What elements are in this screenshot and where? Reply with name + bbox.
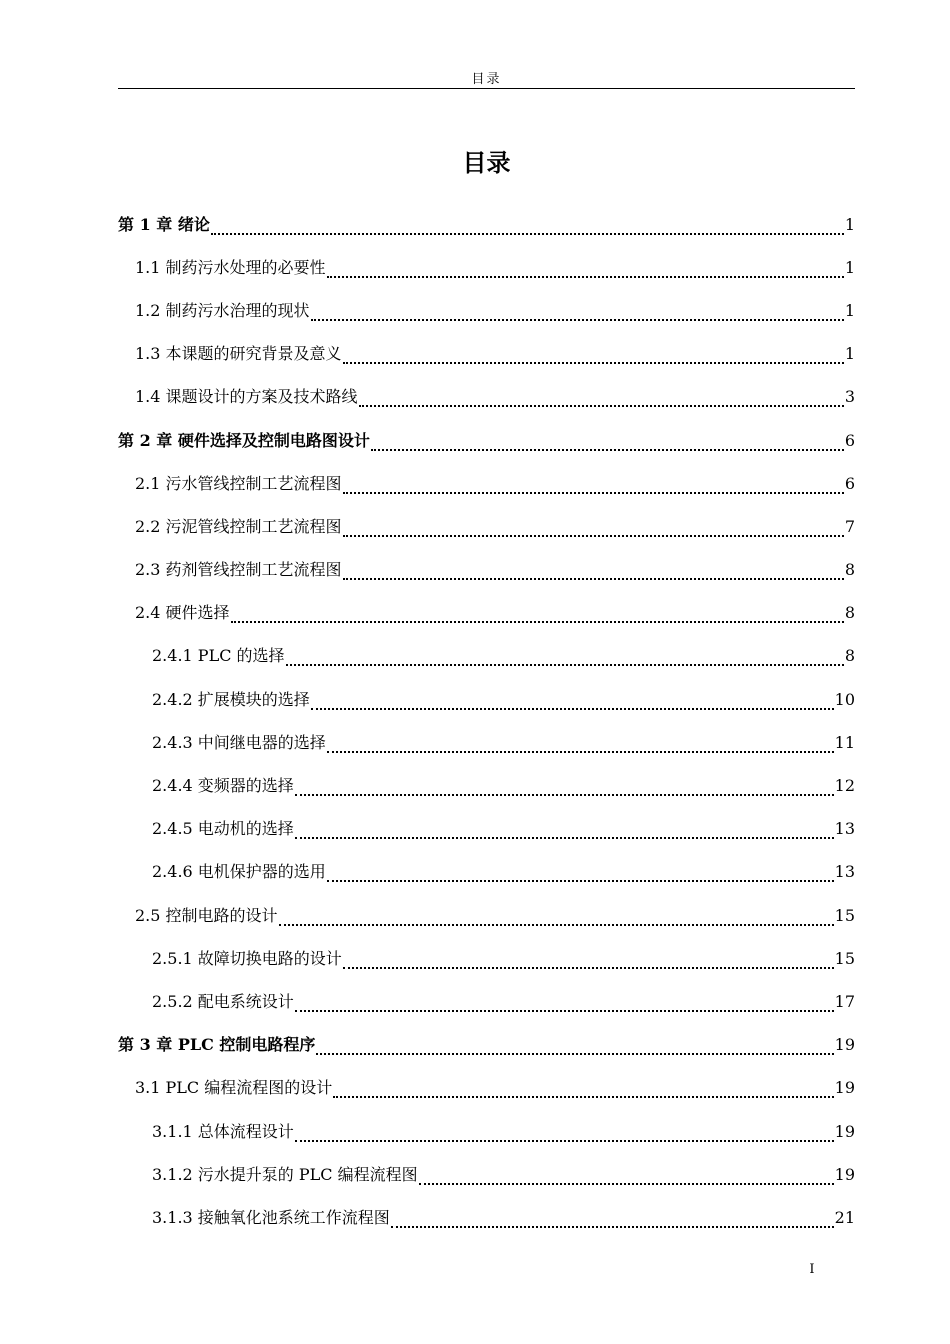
toc-entry[interactable]: [118, 1153, 855, 1196]
toc-entry[interactable]: [118, 289, 855, 332]
toc-entry[interactable]: [118, 1067, 855, 1110]
toc-entry[interactable]: [118, 721, 855, 764]
toc-entry-page: 13: [834, 819, 855, 839]
toc-dot-leader: [327, 262, 844, 278]
toc-dot-leader: [343, 478, 844, 494]
toc-entry[interactable]: [118, 894, 855, 937]
toc-entry-label: 1.3 本课题的研究背景及意义: [135, 344, 342, 364]
toc-entry-page: 6: [844, 473, 855, 493]
toc-entry-page: 19: [834, 1121, 855, 1141]
toc-dot-leader: [333, 1082, 833, 1098]
toc-dot-leader: [343, 564, 844, 580]
toc-entry-label: 2.5 控制电路的设计: [135, 905, 278, 925]
toc-entry-page: 15: [834, 905, 855, 925]
toc-entry-label: 第 2 章 硬件选择及控制电路图设计: [118, 430, 370, 450]
toc-dot-leader: [327, 866, 834, 882]
toc-entry-page: 21: [834, 1207, 855, 1227]
toc-entry[interactable]: [118, 678, 855, 721]
toc-entry[interactable]: [118, 1024, 855, 1067]
toc-entry-page: 1: [844, 300, 855, 320]
toc-entry-label: 1.2 制药污水治理的现状: [135, 300, 310, 320]
toc-entry-label: 3.1.3 接触氧化池系统工作流程图: [152, 1207, 390, 1227]
toc-list: [118, 203, 855, 1240]
toc-entry-label: 2.5.1 故障切换电路的设计: [152, 948, 342, 968]
toc-dot-leader: [311, 694, 834, 710]
toc-title: 目录: [462, 149, 511, 177]
toc-entry-label: 2.4.4 变频器的选择: [152, 776, 294, 796]
toc-dot-leader: [316, 1039, 833, 1055]
toc-entry-page: 11: [834, 732, 855, 752]
toc-entry-page: 13: [834, 862, 855, 882]
toc-entry[interactable]: [118, 419, 855, 462]
page-number: I: [809, 1262, 815, 1277]
toc-entry-page: 7: [844, 516, 855, 536]
toc-dot-leader: [371, 435, 844, 451]
toc-entry-label: 3.1 PLC 编程流程图的设计: [135, 1078, 333, 1098]
toc-dot-leader: [343, 348, 844, 364]
toc-dot-leader: [231, 607, 844, 623]
toc-entry-page: 8: [844, 646, 855, 666]
toc-entry-label: 2.2 污泥管线控制工艺流程图: [135, 516, 342, 536]
toc-entry-label: 2.4.1 PLC 的选择: [152, 646, 285, 666]
toc-entry-page: 10: [834, 689, 855, 709]
toc-entry[interactable]: [118, 808, 855, 851]
toc-entry-page: 19: [834, 1035, 855, 1055]
toc-entry-page: 1: [844, 214, 855, 234]
toc-entry-label: 1.4 课题设计的方案及技术路线: [135, 387, 358, 407]
toc-entry-label: 3.1.1 总体流程设计: [152, 1121, 294, 1141]
toc-entry-page: 6: [844, 430, 855, 450]
toc-entry-label: 2.1 污水管线控制工艺流程图: [135, 473, 342, 493]
toc-entry-label: 2.4 硬件选择: [135, 603, 230, 623]
toc-entry-page: 19: [834, 1078, 855, 1098]
toc-entry-page: 8: [844, 560, 855, 580]
toc-dot-leader: [311, 305, 844, 321]
toc-dot-leader: [295, 823, 834, 839]
header-rule: [118, 88, 855, 89]
toc-entry[interactable]: [118, 203, 855, 246]
toc-entry[interactable]: [118, 333, 855, 376]
toc-entry[interactable]: [118, 851, 855, 894]
toc-entry[interactable]: [118, 376, 855, 419]
toc-entry-page: 1: [844, 344, 855, 364]
toc-entry-label: 2.3 药剂管线控制工艺流程图: [135, 560, 342, 580]
toc-dot-leader: [343, 953, 834, 969]
running-header: 目录: [471, 72, 502, 87]
toc-entry-page: 8: [844, 603, 855, 623]
toc-entry[interactable]: [118, 764, 855, 807]
toc-entry[interactable]: [118, 505, 855, 548]
toc-dot-leader: [419, 1169, 834, 1185]
toc-entry-label: 2.5.2 配电系统设计: [152, 991, 294, 1011]
toc-entry-page: 15: [834, 948, 855, 968]
toc-dot-leader: [286, 650, 844, 666]
toc-entry[interactable]: [118, 462, 855, 505]
toc-entry-label: 3.1.2 污水提升泵的 PLC 编程流程图: [152, 1164, 418, 1184]
toc-entry[interactable]: [118, 1110, 855, 1153]
toc-dot-leader: [391, 1212, 834, 1228]
toc-entry-label: 2.4.6 电机保护器的选用: [152, 862, 326, 882]
toc-entry-label: 第 3 章 PLC 控制电路程序: [118, 1035, 316, 1055]
toc-dot-leader: [211, 219, 844, 235]
toc-entry-label: 2.4.3 中间继电器的选择: [152, 732, 326, 752]
toc-entry-page: 12: [834, 776, 855, 796]
toc-entry[interactable]: [118, 1196, 855, 1239]
toc-entry-page: 3: [844, 387, 855, 407]
toc-entry-label: 1.1 制药污水处理的必要性: [135, 257, 326, 277]
toc-entry-page: 19: [834, 1164, 855, 1184]
toc-dot-leader: [279, 910, 834, 926]
toc-entry[interactable]: [118, 980, 855, 1023]
toc-dot-leader: [343, 521, 844, 537]
toc-entry[interactable]: [118, 246, 855, 289]
toc-entry-label: 2.4.2 扩展模块的选择: [152, 689, 310, 709]
toc-dot-leader: [327, 737, 834, 753]
toc-entry-page: 1: [844, 257, 855, 277]
toc-entry[interactable]: [118, 937, 855, 980]
toc-dot-leader: [359, 391, 844, 407]
toc-entry-label: 第 1 章 绪论: [118, 214, 210, 234]
toc-entry[interactable]: [118, 592, 855, 635]
toc-entry[interactable]: [118, 549, 855, 592]
toc-dot-leader: [295, 1126, 834, 1142]
toc-dot-leader: [295, 996, 834, 1012]
toc-dot-leader: [295, 780, 834, 796]
toc-entry-label: 2.4.5 电动机的选择: [152, 819, 294, 839]
toc-entry-page: 17: [834, 991, 855, 1011]
toc-entry[interactable]: [118, 635, 855, 678]
